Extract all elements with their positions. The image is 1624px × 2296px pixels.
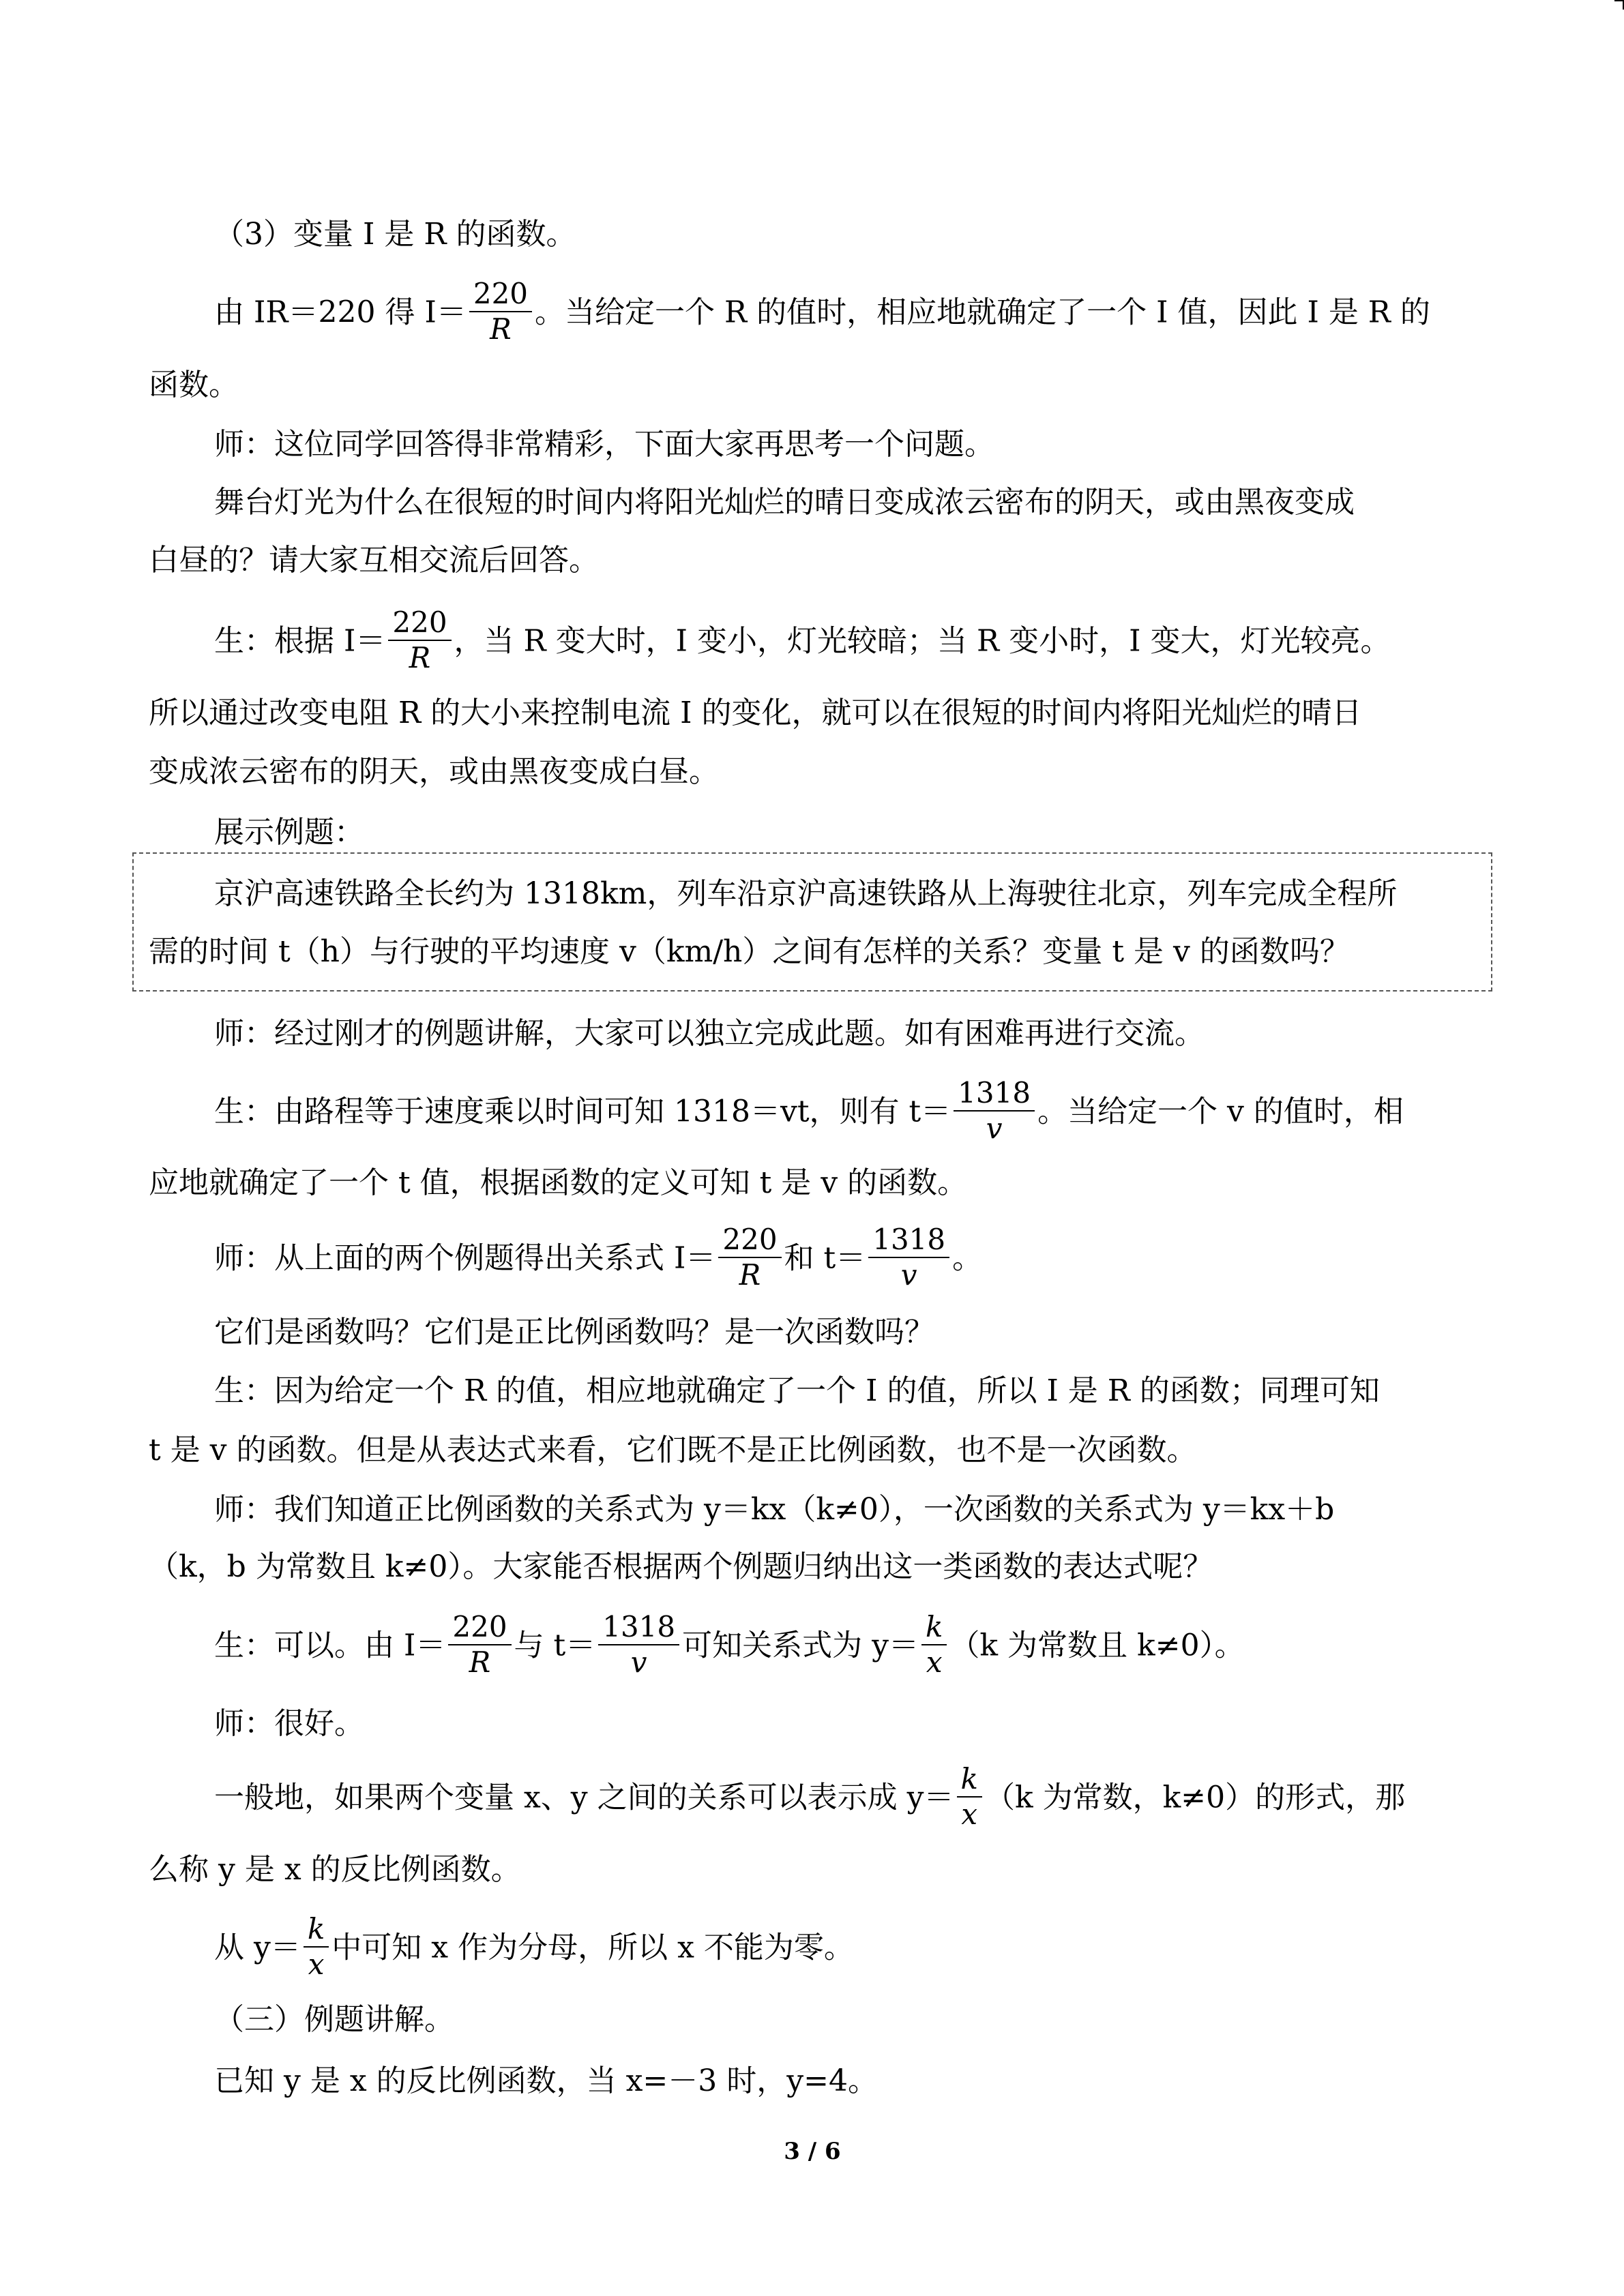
fraction-1318-over-v — [954, 1076, 1035, 1146]
paragraph-line — [214, 1762, 1406, 1834]
text-segment: （k 为常数且 k≠0）。 — [949, 1628, 1245, 1663]
text-segment: 生：根据 I＝ — [214, 623, 386, 659]
text-segment: 。当给定一个 v 的值时，相 — [1037, 1094, 1404, 1129]
fraction-k-over-x — [957, 1762, 982, 1832]
text-segment: 师：从上面的两个例题得出关系式 I＝ — [214, 1240, 716, 1276]
paragraph-line — [214, 1225, 982, 1295]
example-line: 需的时间 t（h）与行驶的平均速度 v（km/h）之间有怎样的关系？变量 t 是 v 的函数吗？ — [149, 934, 1350, 969]
page-corner-mark — [1614, 0, 1624, 10]
paragraph-line: 师：我们知道正比例函数的关系式为 y＝kx（k≠0），一次函数的关系式为 y＝kx＋b — [214, 1492, 1335, 1527]
fraction-denominator: R — [409, 641, 431, 674]
fraction-numerator: k — [957, 1762, 982, 1798]
fraction-numerator: k — [921, 1610, 947, 1645]
fraction-numerator: 220 — [718, 1223, 781, 1258]
paragraph-line — [214, 1912, 854, 1984]
fraction-denominator: v — [630, 1645, 647, 1679]
paragraph-line: 展示例题： — [214, 815, 364, 850]
fraction-numerator: 1318 — [598, 1610, 679, 1645]
fraction-numerator: 1318 — [868, 1223, 949, 1258]
fraction-220-over-R — [718, 1223, 781, 1292]
text-segment: 由 IR＝220 得 I＝ — [214, 295, 467, 330]
paragraph-line: 所以通过改变电阻 R 的大小来控制电流 I 的变化，就可以在很短的时间内将阳光灿烂的晴日 — [149, 696, 1362, 730]
fraction-denominator: v — [900, 1258, 917, 1292]
paragraph-line: 白昼的？请大家互相交流后回答。 — [149, 543, 599, 578]
paragraph-line — [214, 1076, 1404, 1148]
text-segment: 一般地，如果两个变量 x、y 之间的关系可以表示成 y＝ — [214, 1780, 954, 1815]
paragraph-line: 生：因为给定一个 R 的值，相应地就确定了一个 I 的值，所以 I 是 R 的函数；同理可知 — [214, 1373, 1380, 1408]
paragraph-line: 师：很好。 — [214, 1706, 364, 1741]
fraction-numerator: 220 — [388, 606, 451, 641]
paragraph-line: 它们是函数吗？它们是正比例函数吗？是一次函数吗？ — [214, 1315, 934, 1350]
text-segment: 与 t＝ — [514, 1628, 596, 1663]
fraction-denominator: x — [308, 1948, 325, 1981]
text-segment: 和 t＝ — [784, 1240, 866, 1276]
paragraph-line — [214, 608, 1390, 678]
fraction-numerator: 220 — [448, 1610, 511, 1645]
fraction-numerator: 1318 — [954, 1076, 1035, 1112]
fraction-1318-over-v — [868, 1223, 949, 1292]
example-line: 京沪高速铁路全长约为 1318km，列车沿京沪高速铁路从上海驶往北京，列车完成全程所 — [214, 876, 1398, 911]
text-segment: （k 为常数，k≠0）的形式，那 — [984, 1780, 1406, 1815]
fraction-220-over-R — [388, 606, 451, 675]
fraction-1318-over-v — [598, 1610, 679, 1680]
fraction-numerator: k — [304, 1912, 329, 1948]
fraction-denominator: x — [961, 1798, 978, 1831]
text-segment: 中可知 x 作为分母，所以 x 不能为零。 — [331, 1930, 854, 1965]
fraction-denominator: R — [490, 312, 512, 346]
paragraph-line — [214, 277, 1430, 349]
text-segment: ，当 R 变大时，I 变小，灯光较暗；当 R 变小时，I 变大，灯光较亮。 — [454, 623, 1391, 659]
fraction-denominator: x — [926, 1645, 943, 1679]
text-segment: 。 — [952, 1240, 983, 1276]
paragraph-line — [214, 1610, 1245, 1682]
document-page — [149, 0, 1476, 2296]
text-segment: 。当给定一个 R 的值时，相应地就确定了一个 I 值，因此 I 是 R 的 — [535, 295, 1430, 330]
paragraph-line: 应地就确定了一个 t 值，根据函数的定义可知 t 是 v 的函数。 — [149, 1165, 968, 1200]
paragraph-line: 变成浓云密布的阴天，或由黑夜变成白昼。 — [149, 754, 719, 789]
paragraph-line: （3）变量 I 是 R 的函数。 — [214, 217, 576, 252]
fraction-220-over-R — [469, 277, 532, 346]
section-heading: （三）例题讲解。 — [214, 2002, 454, 2037]
text-segment: 生：由路程等于速度乘以时间可知 1318＝vt，则有 t＝ — [214, 1094, 951, 1129]
fraction-k-over-x — [304, 1912, 329, 1982]
text-segment: 可知关系式为 y＝ — [682, 1628, 919, 1663]
page-number: 3 / 6 — [784, 2138, 841, 2165]
paragraph-line: t 是 v 的函数。但是从表达式来看，它们既不是正比例函数，也不是一次函数。 — [149, 1433, 1197, 1467]
fraction-k-over-x — [921, 1610, 947, 1680]
paragraph-line: 舞台灯光为什么在很短的时间内将阳光灿烂的晴日变成浓云密布的阴天，或由黑夜变成 — [214, 485, 1355, 520]
text-segment: 生：可以。由 I＝ — [214, 1628, 446, 1663]
paragraph-line: 师：经过刚才的例题讲解，大家可以独立完成此题。如有困难再进行交流。 — [214, 1016, 1205, 1051]
paragraph-line: （k，b 为常数且 k≠0）。大家能否根据两个例题归纳出这一类函数的表达式呢？ — [149, 1549, 1213, 1584]
fraction-denominator: v — [986, 1112, 1003, 1145]
paragraph-line: 函数。 — [149, 368, 239, 402]
fraction-denominator: R — [469, 1645, 491, 1679]
paragraph-line: 么称 y 是 x 的反比例函数。 — [149, 1852, 521, 1887]
fraction-numerator: 220 — [469, 277, 532, 312]
fraction-220-over-R — [448, 1610, 511, 1680]
paragraph-line: 师：这位同学回答得非常精彩，下面大家再思考一个问题。 — [214, 427, 994, 462]
paragraph-line: 已知 y 是 x 的反比例函数，当 x=－3 时，y=4。 — [214, 2063, 878, 2098]
fraction-denominator: R — [739, 1258, 761, 1292]
text-segment: 从 y＝ — [214, 1930, 301, 1965]
